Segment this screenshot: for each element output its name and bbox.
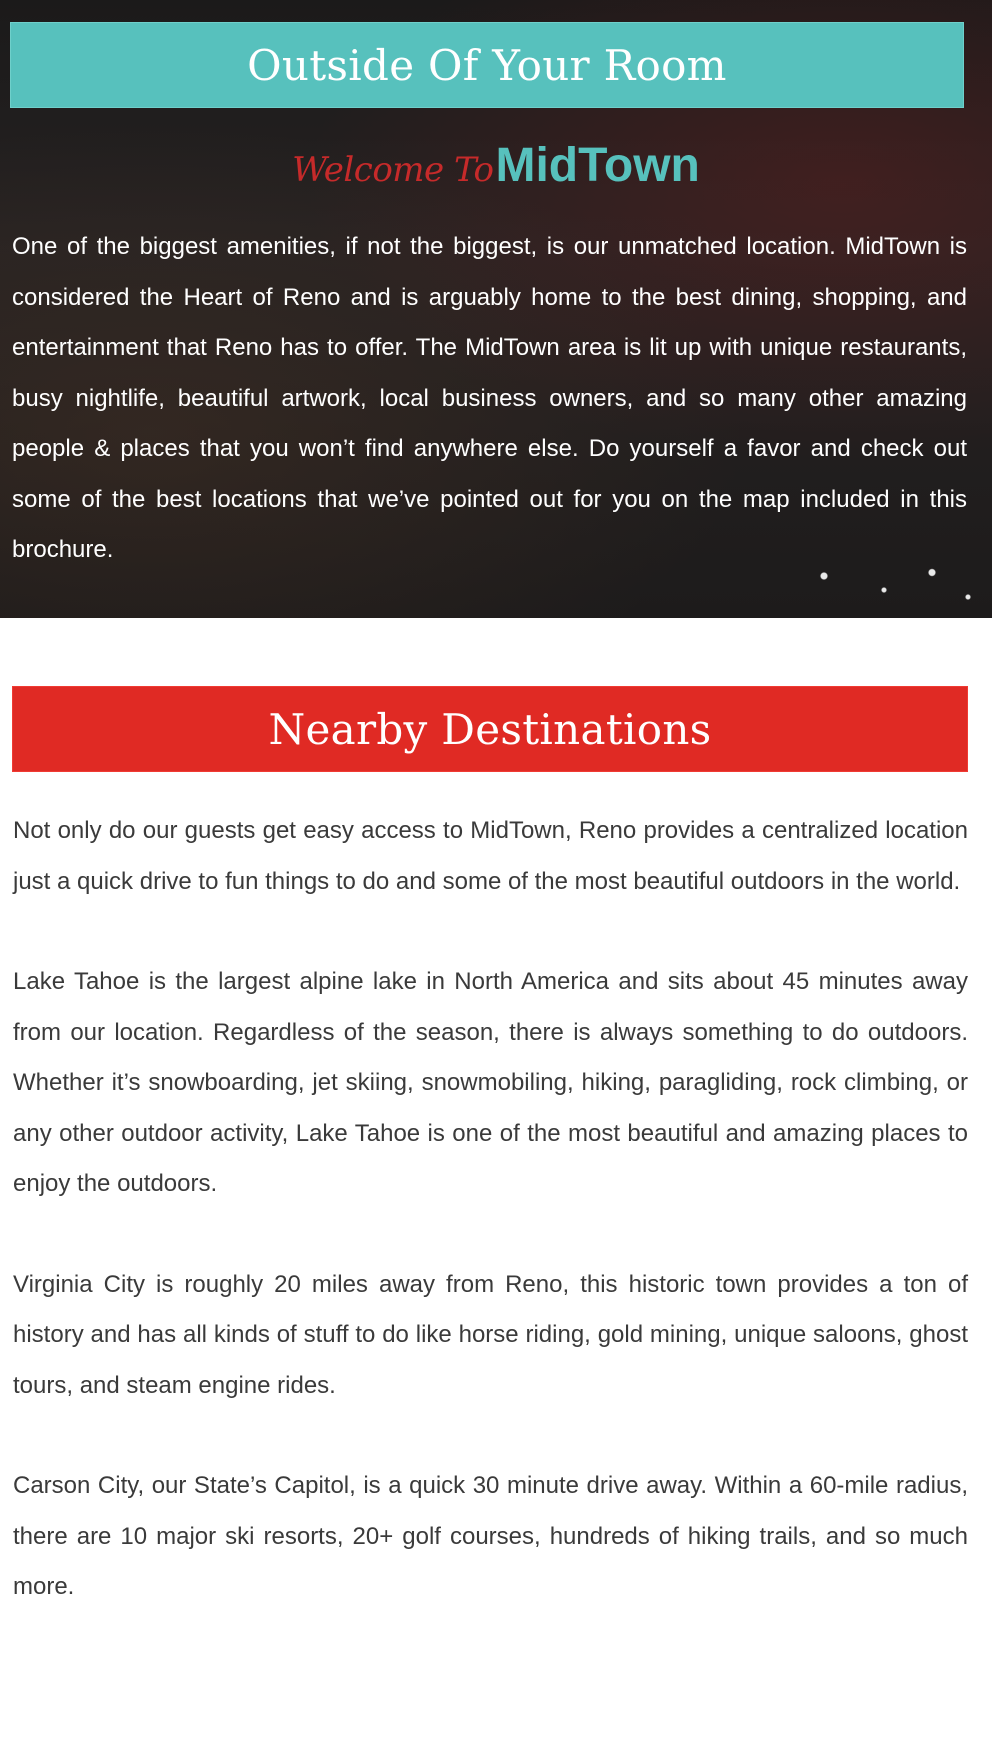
nearby-paragraph-virginia-city: Virginia City is roughly 20 miles away from Reno, this historic town provides a ton of history and has all kinds of stuff to do like horse riding, gold mining, unique saloons, ghost tours, and steam engine rides. <box>13 1270 968 1399</box>
outside-paragraph: One of the biggest amenities, if not the biggest, is our unmatched location. MidTown is considered the Heart of Reno and is arguably home to the best dining, shopping, and entertainment that Reno has to offer. The MidTown area is lit up with unique restaurants, busy nightlife, beautiful artwork, local business owners, and so many other amazing people & places that you won’t find anywhere else. Do yourself a favor and check out some of the best locations that we’ve pointed out for you on the map included in this brochure. <box>12 233 967 563</box>
nearby-banner <box>12 686 968 772</box>
nearby-paragraph-intro: Not only do our guests get easy access to MidTown, Reno provides a centralized location just a quick drive to fun things to do and some of the most beautiful outdoors in the world. <box>13 817 968 895</box>
outside-banner <box>10 22 964 108</box>
welcome-brand-text: MidTown <box>495 139 700 192</box>
welcome-script-text: Welcome To <box>292 150 494 190</box>
outside-section <box>0 0 992 618</box>
nearby-section <box>13 806 968 1613</box>
nearby-paragraph-carson-city: Carson City, our State’s Capitol, is a quick 30 minute drive away. Within a 60-mile radius, there are 10 major ski resorts, 20+ golf courses, hundreds of hiking trails, and so much more. <box>13 1472 968 1600</box>
welcome-heading <box>0 136 992 207</box>
outside-title: Outside Of Your Room <box>247 40 727 90</box>
nearby-paragraph-lake-tahoe: Lake Tahoe is the largest alpine lake in North America and sits about 45 minutes away from our location. Regardless of the season, there is always something to do outdoors. Whether it’s snowboarding, jet skiing, snowmobiling, hiking, paragliding, rock climbing, or any other outdoor activity, Lake Tahoe is one of the most beautiful and amazing places to enjoy the outdoors. <box>13 968 968 1197</box>
nearby-title: Nearby Destinations <box>268 704 712 754</box>
